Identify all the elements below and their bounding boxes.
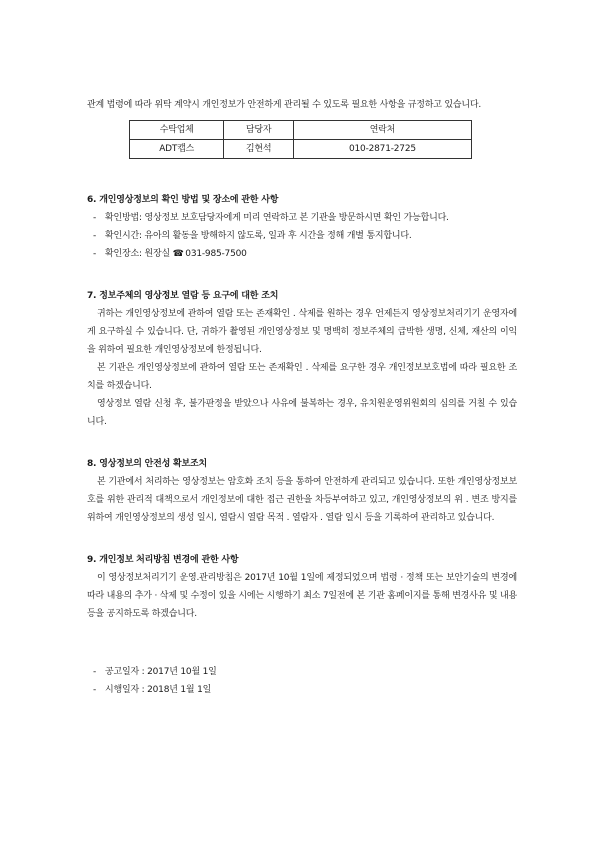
intro-text: 관계 법령에 따라 위탁 계약시 개인정보가 안전하게 관리될 수 있도록 필요한 사항을 규정하고 있습니다. bbox=[87, 100, 482, 110]
table-cell: 010-2871-2725 bbox=[293, 140, 471, 159]
list-item: - 시행일자 : 2018년 1월 1일 bbox=[93, 685, 212, 695]
vendor-table bbox=[129, 120, 472, 159]
list-item: - 확인시간: 유아의 활동을 방해하지 않도록, 일과 후 시간을 정해 개별 통지합니다. bbox=[93, 231, 412, 241]
table-header: 연락처 bbox=[293, 121, 471, 140]
paragraph: 본 기관에서 처리하는 영상정보는 암호화 조치 등을 통하여 안전하게 관리되고 있습니다. 또한 개인영상정보보호를 위한 관리적 대책으로서 개인정보에 대한 접근 권한을 차등부여하고 있고, 개인영상정보의 위 . 변조 방지를 위하여 개인영상정보의 생성 일시, 열람시 열람 목적 . 열람자 . 열람 일시 등을 기록하여 관리하고 있습니다. bbox=[87, 477, 517, 523]
table-cell: 김현석 bbox=[224, 140, 293, 159]
date-list bbox=[87, 663, 517, 699]
phone-number: 031-985-7500 bbox=[185, 249, 247, 259]
announce-date: 공고일자 : 2017년 10월 1일 bbox=[105, 667, 217, 677]
paragraph: 이 영상정보처리기기 운영.관리방침은 2017년 10월 1일에 제정되었으며 법령 · 정책 또는 보안기술의 변경에 따라 내용의 추가 · 삭제 및 수정이 있을 시에는 시행하기 최소 7일전에 본 기관 홈페이지를 통해 변경사유 및 내용 등을 공지하도록 하겠습니다. bbox=[87, 573, 517, 619]
effective-date: 시행일자 : 2018년 1월 1일 bbox=[105, 685, 212, 695]
check-list bbox=[87, 209, 517, 263]
section-heading: 7. 정보주체의 영상정보 열람 등 요구에 대한 조치 bbox=[87, 291, 279, 301]
paragraph: 영상정보 열람 신청 후, 불가판정을 받았으나 사유에 불복하는 경우, 유치원운영위원회의 심의를 거칠 수 있습니다. bbox=[87, 399, 517, 427]
section-8 bbox=[87, 455, 517, 527]
table-cell: ADT캡스 bbox=[130, 140, 224, 159]
section-7 bbox=[87, 287, 517, 431]
document-page bbox=[87, 96, 517, 699]
paragraph: 귀하는 개인영상정보에 관하여 열람 또는 존재확인 . 삭제를 원하는 경우 언제든지 영상정보처리기기 운영자에게 요구하실 수 있습니다. 단, 귀하가 촬영된 개인영상정보 및 명백히 정보주체의 급박한 생명, 신체, 재산의 이익을 위하여 필요한 개인영상정보에 한정됩니다. bbox=[87, 309, 517, 355]
table-header: 담당자 bbox=[224, 121, 293, 140]
list-item: - 확인방법: 영상정보 보호담당자에게 미리 연락하고 본 기관을 방문하시면 확인 가능합니다. bbox=[93, 213, 449, 223]
list-item: - 확인장소: 원장실 ☎ 031-985-7500 bbox=[87, 245, 517, 263]
section-heading: 8. 영상정보의 안전성 확보조치 bbox=[87, 459, 208, 469]
table-row bbox=[130, 140, 472, 159]
list-item: - 공고일자 : 2017년 10월 1일 bbox=[93, 667, 217, 677]
paragraph: 본 기관은 개인영상정보에 관하여 열람 또는 존재확인 . 삭제를 요구한 경우 개인정보보호법에 따라 필요한 조치를 하겠습니다. bbox=[87, 363, 517, 391]
section-heading: 9. 개인정보 처리방침 변경에 관한 사항 bbox=[87, 555, 239, 565]
section-9 bbox=[87, 551, 517, 623]
table-header-row bbox=[130, 121, 472, 140]
section-heading: 6. 개인영상정보의 확인 방법 및 장소에 관한 사항 bbox=[87, 195, 279, 205]
table-header: 수탁업체 bbox=[130, 121, 224, 140]
section-6 bbox=[87, 191, 517, 263]
telephone-icon: ☎ bbox=[172, 249, 184, 259]
